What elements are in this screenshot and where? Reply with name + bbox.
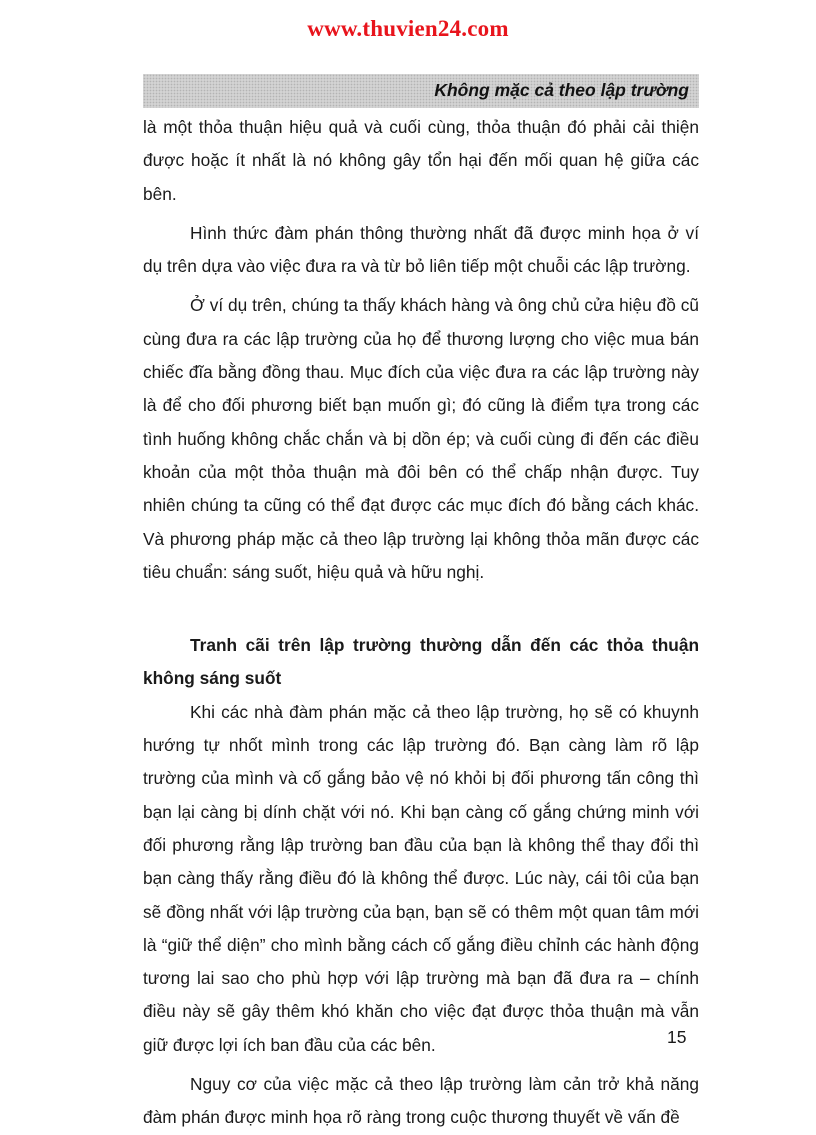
paragraph: Khi các nhà đàm phán mặc cả theo lập trường, họ sẽ có khuynh hướng tự nhốt mình trong các lập trường đó. Bạn càng làm rõ lập trường của mình và cố gắng bảo vệ nó khỏi bị đối phương tấn công thì bạn lại càng bị dính chặt với nó. Khi bạn càng cố gắng chứng minh với đối phương rằng lập trường ban đầu của bạn là không thể thay đổi thì bạn càng thấy rằng điều đó là không thể được. Lúc này, cái tôi của bạn sẽ đồng nhất với lập trường của bạn, bạn sẽ có thêm một quan tâm mới là “giữ thể diện” cho mình bằng cách cố gắng điều chỉnh các hành động tương lai sao cho phù hợp với lập trường mà bạn đã đưa ra – chính điều này sẽ gây thêm khó khăn cho việc đạt được thỏa thuận mà vẫn giữ được lợi ích ban đầu của các bên. xyxy=(143,701,699,1055)
page-number: 15 xyxy=(667,1027,687,1047)
page-body xyxy=(143,111,699,1135)
section-heading: Tranh cãi trên lập trường thường dẫn đến các thỏa thuận không sáng suốt xyxy=(143,635,699,689)
running-header-title: Không mặc cả theo lập trường xyxy=(434,80,689,100)
paragraph: Hình thức đàm phán thông thường nhất đã được minh họa ở ví dụ trên dựa vào việc đưa ra và từ bỏ liên tiếp một chuỗi các lập trường. xyxy=(143,222,699,277)
paragraph: Nguy cơ của việc mặc cả theo lập trường làm cản trở khả năng đàm phán được minh họa rõ ràng trong cuộc thương thuyết về vấn đề xyxy=(143,1074,699,1128)
paragraph-continued: là một thỏa thuận hiệu quả và cuối cùng, thỏa thuận đó phải cải thiện được hoặc ít nhất là nó không gây tổn hại đến mối quan hệ giữa các bên. xyxy=(143,117,699,204)
watermark-url: www.thuvien24.com xyxy=(307,16,509,41)
running-header-band xyxy=(143,74,699,108)
paragraph: Ở ví dụ trên, chúng ta thấy khách hàng và ông chủ cửa hiệu đồ cũ cùng đưa ra các lập trường của họ để thương lượng cho việc mua bán chiếc đĩa bằng đồng thau. Mục đích của việc đưa ra các lập trường này là để cho đối phương biết bạn muốn gì; đó cũng là điểm tựa trong các tình huống không chắc chắn và bị dồn ép; và cuối cùng đi đến các điều khoản của một thỏa thuận mà đôi bên có thể chấp nhận được. Tuy nhiên chúng ta cũng có thể đạt được các mục đích đó bằng cách khác. Và phương pháp mặc cả theo lập trường lại không thỏa mãn được các tiêu chuẩn: sáng suốt, hiệu quả và hữu nghị. xyxy=(143,295,699,582)
